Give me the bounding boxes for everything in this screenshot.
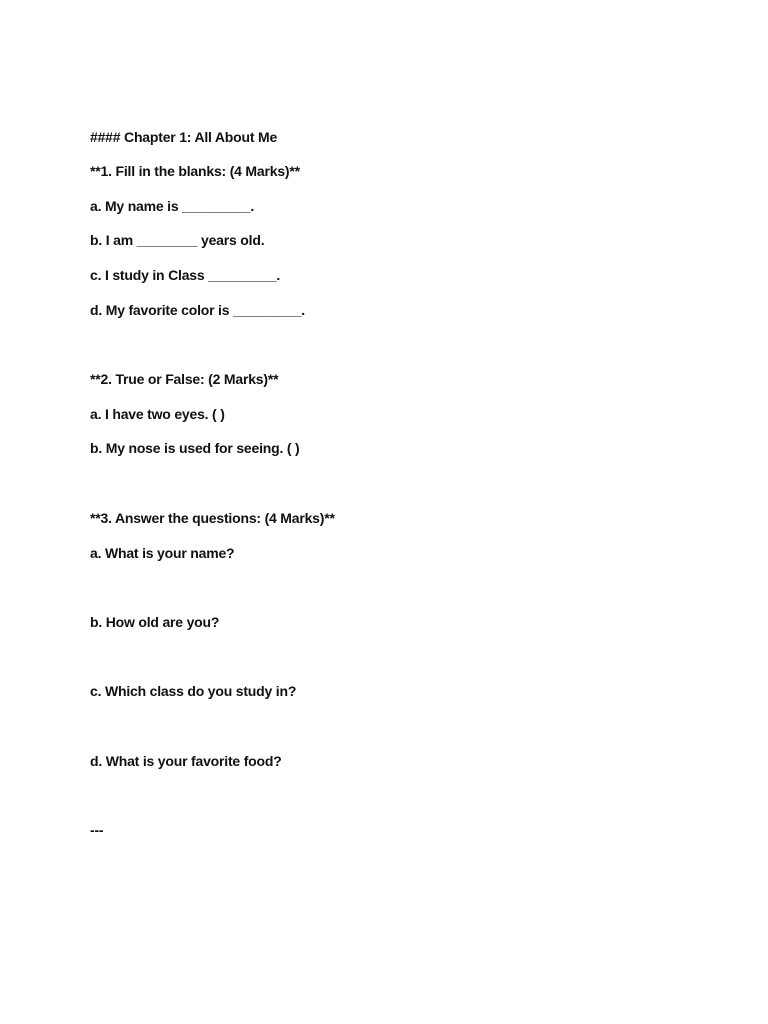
question-2b: b. My nose is used for seeing. ( )	[90, 440, 300, 456]
question-1b: b. I am ________ years old.	[90, 232, 265, 248]
question-1c: c. I study in Class _________.	[90, 267, 281, 283]
horizontal-rule-marker: ---	[90, 822, 104, 838]
question-3c: c. Which class do you study in?	[90, 683, 297, 699]
chapter-heading: #### Chapter 1: All About Me	[90, 129, 278, 145]
section-3-heading: **3. Answer the questions: (4 Marks)**	[90, 510, 335, 526]
question-2a: a. I have two eyes. ( )	[90, 406, 225, 422]
section-1-heading: **1. Fill in the blanks: (4 Marks)**	[90, 163, 300, 179]
question-3a: a. What is your name?	[90, 545, 235, 561]
question-3b: b. How old are you?	[90, 614, 220, 630]
question-1d: d. My favorite color is _________.	[90, 302, 305, 318]
question-1a: a. My name is _________.	[90, 198, 255, 214]
section-2-heading: **2. True or False: (2 Marks)**	[90, 371, 279, 387]
question-3d: d. What is your favorite food?	[90, 753, 282, 769]
